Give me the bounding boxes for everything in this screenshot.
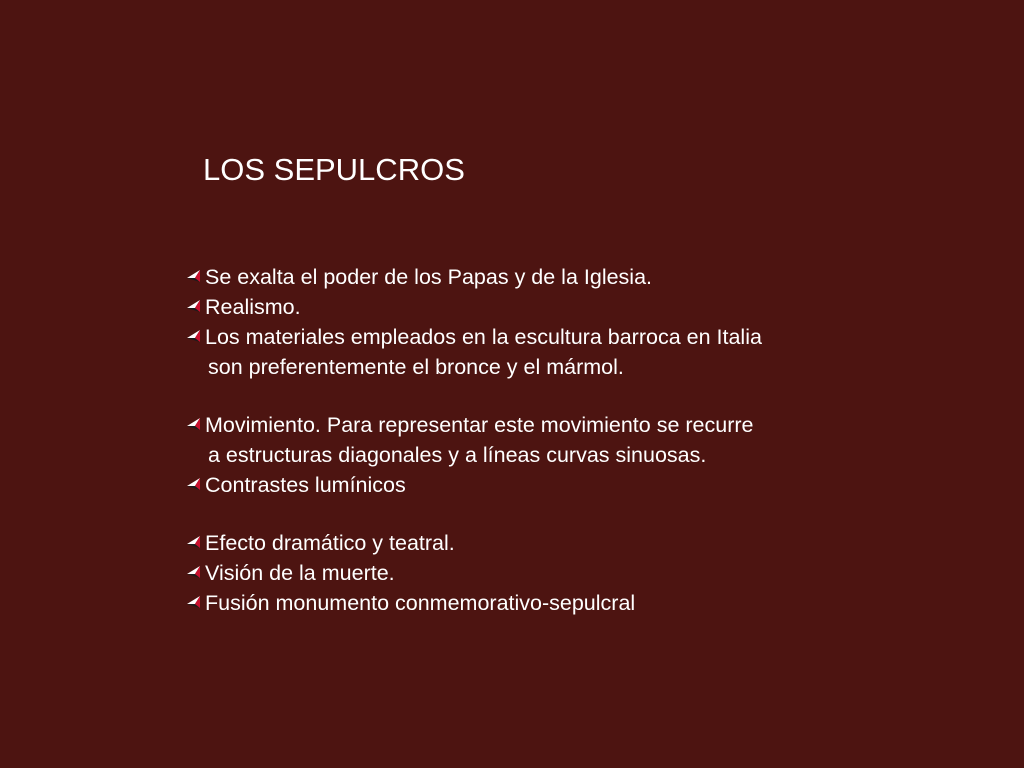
bullet-item: [186, 470, 906, 500]
bullet-text: Efecto dramático y teatral.: [205, 531, 455, 555]
arrow-bullet-icon: [186, 299, 202, 313]
bullet-text-continuation: son preferentemente el bronce y el mármol.: [208, 355, 624, 379]
arrow-bullet-icon: [186, 595, 202, 609]
bullet-item: [186, 558, 906, 588]
bullet-item: [186, 410, 906, 470]
arrow-bullet-icon: [186, 535, 202, 549]
bullet-text: Visión de la muerte.: [205, 561, 395, 585]
arrow-bullet-icon: [186, 329, 202, 343]
arrow-bullet-icon: [186, 269, 202, 283]
bullet-text: Se exalta el poder de los Papas y de la Iglesia.: [205, 265, 653, 289]
bullet-item: [186, 292, 906, 322]
bullet-text: Realismo.: [205, 295, 301, 319]
bullet-text-continuation: a estructuras diagonales y a líneas curvas sinuosas.: [208, 443, 707, 467]
bullet-text: Contrastes lumínicos: [205, 473, 406, 497]
bullet-item: [186, 588, 906, 618]
bullet-text: Fusión monumento conmemorativo-sepulcral: [205, 591, 636, 615]
group-spacer: [186, 382, 906, 410]
bullet-item: [186, 322, 906, 382]
slide-title: LOS SEPULCROS: [203, 152, 465, 187]
bullet-text: Movimiento. Para representar este movimiento se recurre: [205, 413, 754, 437]
arrow-bullet-icon: [186, 417, 202, 431]
arrow-bullet-icon: [186, 565, 202, 579]
group-spacer: [186, 500, 906, 528]
bullet-list: [186, 262, 906, 618]
arrow-bullet-icon: [186, 477, 202, 491]
bullet-item: [186, 262, 906, 292]
bullet-item: [186, 528, 906, 558]
bullet-text: Los materiales empleados en la escultura barroca en Italia: [205, 325, 762, 349]
